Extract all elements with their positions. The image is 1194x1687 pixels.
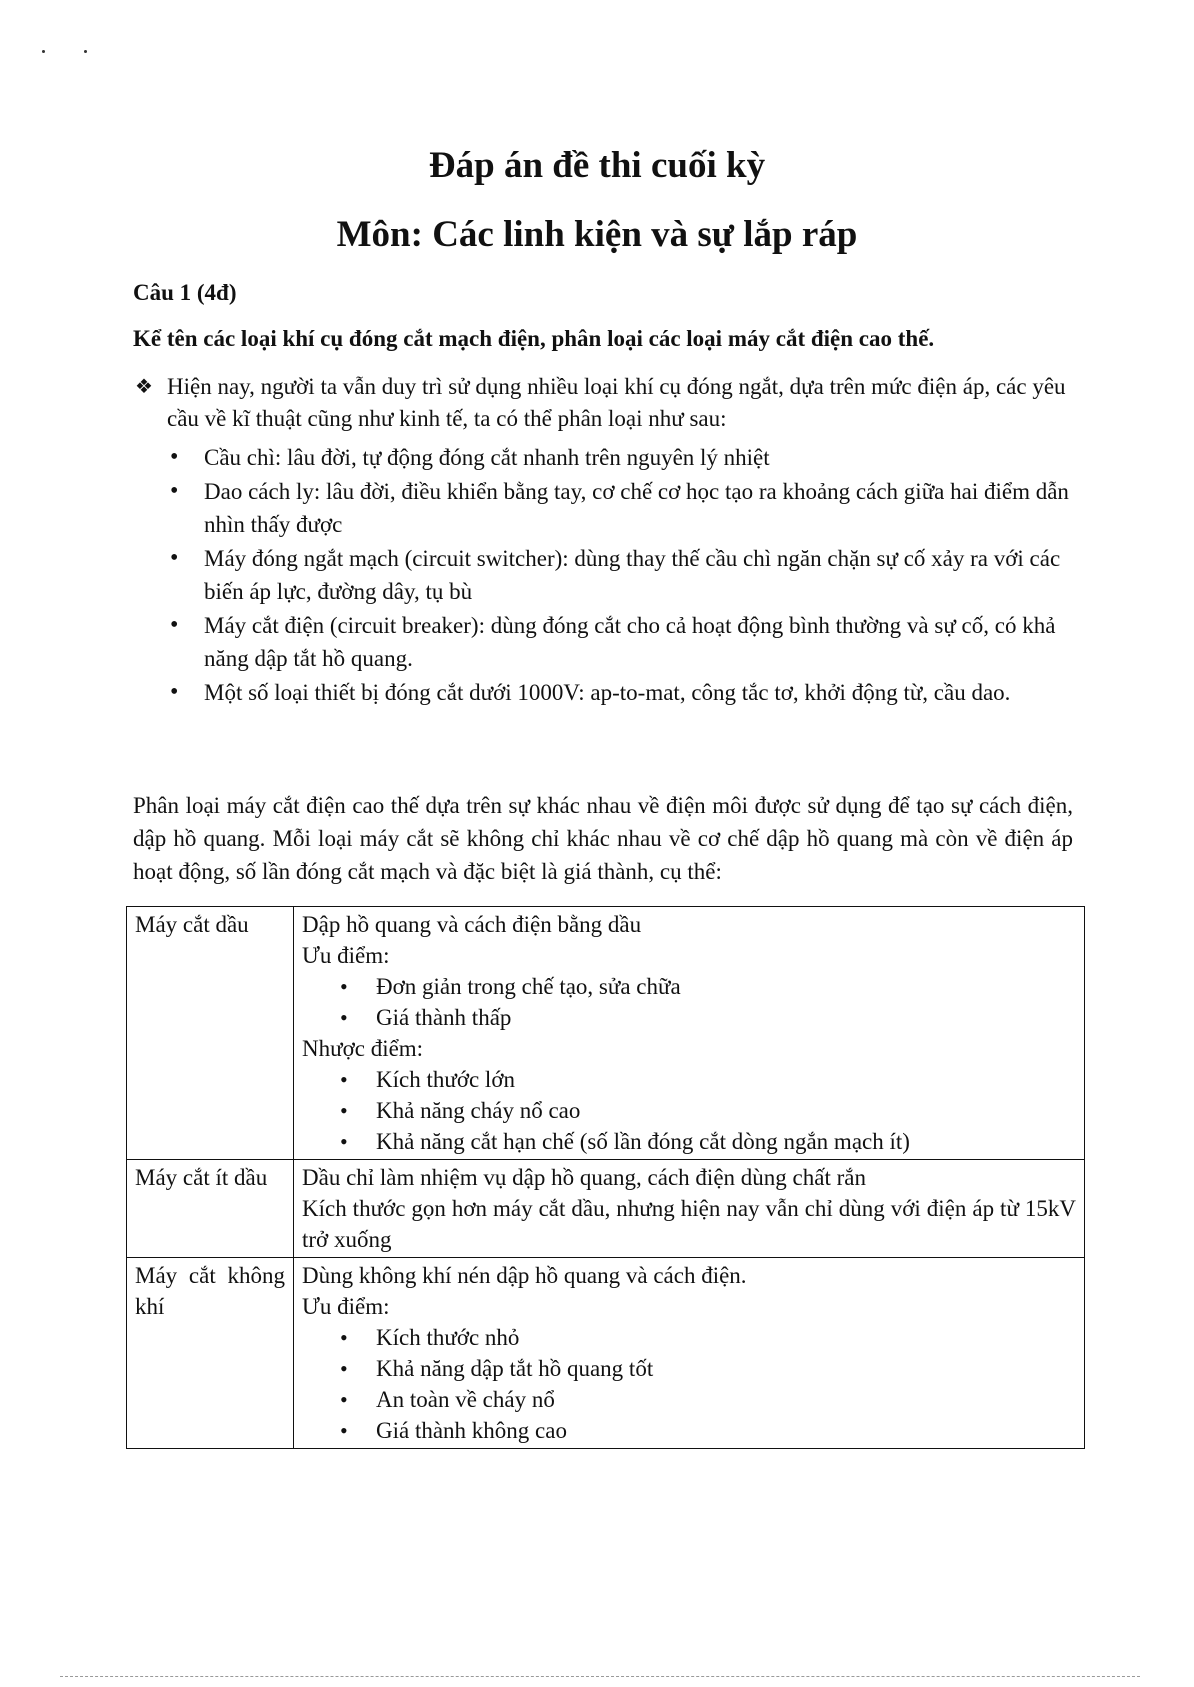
description-text: Dầu chỉ làm nhiệm vụ dập hồ quang, cách điện dùng chất rắn bbox=[302, 1165, 866, 1190]
question-prompt: Kể tên các loại khí cụ đóng cắt mạch điện, phân loại các loại máy cắt điện cao thế. bbox=[133, 326, 935, 351]
breaker-description bbox=[294, 1258, 1085, 1449]
list-item: • Dao cách ly: lâu đời, điều khiển bằng tay, cơ chế cơ học tạo ra khoảng cách giữa hai điểm dẫn nhìn thấy được bbox=[168, 475, 1073, 541]
question-intro bbox=[135, 371, 1075, 435]
description-text: Kích thước gọn hơn máy cắt dầu, nhưng hiện nay vẫn chỉ dùng với điện áp từ 15kV trở xuống bbox=[302, 1196, 1076, 1252]
table-row bbox=[127, 1160, 1085, 1258]
description-text: Dùng không khí nén dập hồ quang và cách điện. bbox=[302, 1263, 747, 1288]
list-item: • Máy đóng ngắt mạch (circuit switcher): dùng thay thế cầu chì ngăn chặn sự cố xảy ra với các biến áp lực, đường dây, tụ bù bbox=[168, 542, 1073, 608]
advantages-label: Ưu điểm: bbox=[302, 943, 390, 968]
scan-edge-line bbox=[60, 1676, 1140, 1677]
question-label: Câu 1 (4đ) bbox=[133, 280, 237, 305]
list-item: • Máy cắt điện (circuit breaker): dùng đóng cắt cho cả hoạt động bình thường và sự cố, có khả năng dập tắt hồ quang. bbox=[168, 609, 1073, 675]
advantages-label: Ưu điểm: bbox=[302, 1294, 390, 1319]
list-item: • Giá thành không cao bbox=[302, 1415, 1076, 1446]
breaker-comparison-table bbox=[126, 906, 1085, 1449]
diamond-bullet-icon: ❖ bbox=[135, 376, 153, 398]
advantages-list bbox=[302, 1322, 1076, 1446]
intro-text: Hiện nay, người ta vẫn duy trì sử dụng nhiều loại khí cụ đóng ngắt, dựa trên mức điện áp, các yêu cầu về kĩ thuật cũng như kinh tế, ta có thể phân loại như sau: bbox=[167, 374, 1066, 431]
list-item: • Kích thước nhỏ bbox=[302, 1322, 1076, 1353]
breaker-name: Máy cắt dầu bbox=[127, 907, 294, 1160]
document-title: Đáp án đề thi cuối kỳ bbox=[428, 145, 766, 186]
list-item: • Khả năng cắt hạn chế (số lần đóng cắt dòng ngắn mạch ít) bbox=[302, 1126, 1076, 1157]
list-item: • Đơn giản trong chế tạo, sửa chữa bbox=[302, 971, 1076, 1002]
device-list bbox=[168, 441, 1073, 710]
table-row bbox=[127, 1258, 1085, 1449]
scan-speck bbox=[84, 50, 87, 53]
breaker-name: Máy cắt ít dầu bbox=[127, 1160, 294, 1258]
disadvantages-list bbox=[302, 1064, 1076, 1157]
breaker-description bbox=[294, 907, 1085, 1160]
list-item: • An toàn về cháy nổ bbox=[302, 1384, 1076, 1415]
list-item: • Cầu chì: lâu đời, tự động đóng cắt nhanh trên nguyên lý nhiệt bbox=[168, 441, 1073, 474]
classification-paragraph: Phân loại máy cắt điện cao thế dựa trên sự khác nhau về điện môi được sử dụng để tạo sự cách điện, dập hồ quang. Mỗi loại máy cắt sẽ không chỉ khác nhau về cơ chế dập hồ quang mà còn về điện áp hoạt động, số lần đóng cắt mạch và đặc biệt là giá thành, cụ thể: bbox=[133, 793, 1073, 884]
table-row bbox=[127, 907, 1085, 1160]
description-text: Dập hồ quang và cách điện bằng dầu bbox=[302, 912, 642, 937]
breaker-name: Máy cắt không khí bbox=[127, 1258, 294, 1449]
list-item: • Một số loại thiết bị đóng cắt dưới 1000V: ap-to-mat, công tắc tơ, khởi động từ, cầu dao. bbox=[168, 676, 1073, 709]
list-item: • Khả năng dập tắt hồ quang tốt bbox=[302, 1353, 1076, 1384]
breaker-description bbox=[294, 1160, 1085, 1258]
list-item: • Khả năng cháy nổ cao bbox=[302, 1095, 1076, 1126]
list-item: • Kích thước lớn bbox=[302, 1064, 1076, 1095]
disadvantages-label: Nhược điểm: bbox=[302, 1036, 424, 1061]
scan-speck bbox=[42, 50, 45, 53]
list-item: • Giá thành thấp bbox=[302, 1002, 1076, 1033]
advantages-list bbox=[302, 971, 1076, 1033]
document-subtitle: Môn: Các linh kiện và sự lắp ráp bbox=[336, 214, 858, 255]
